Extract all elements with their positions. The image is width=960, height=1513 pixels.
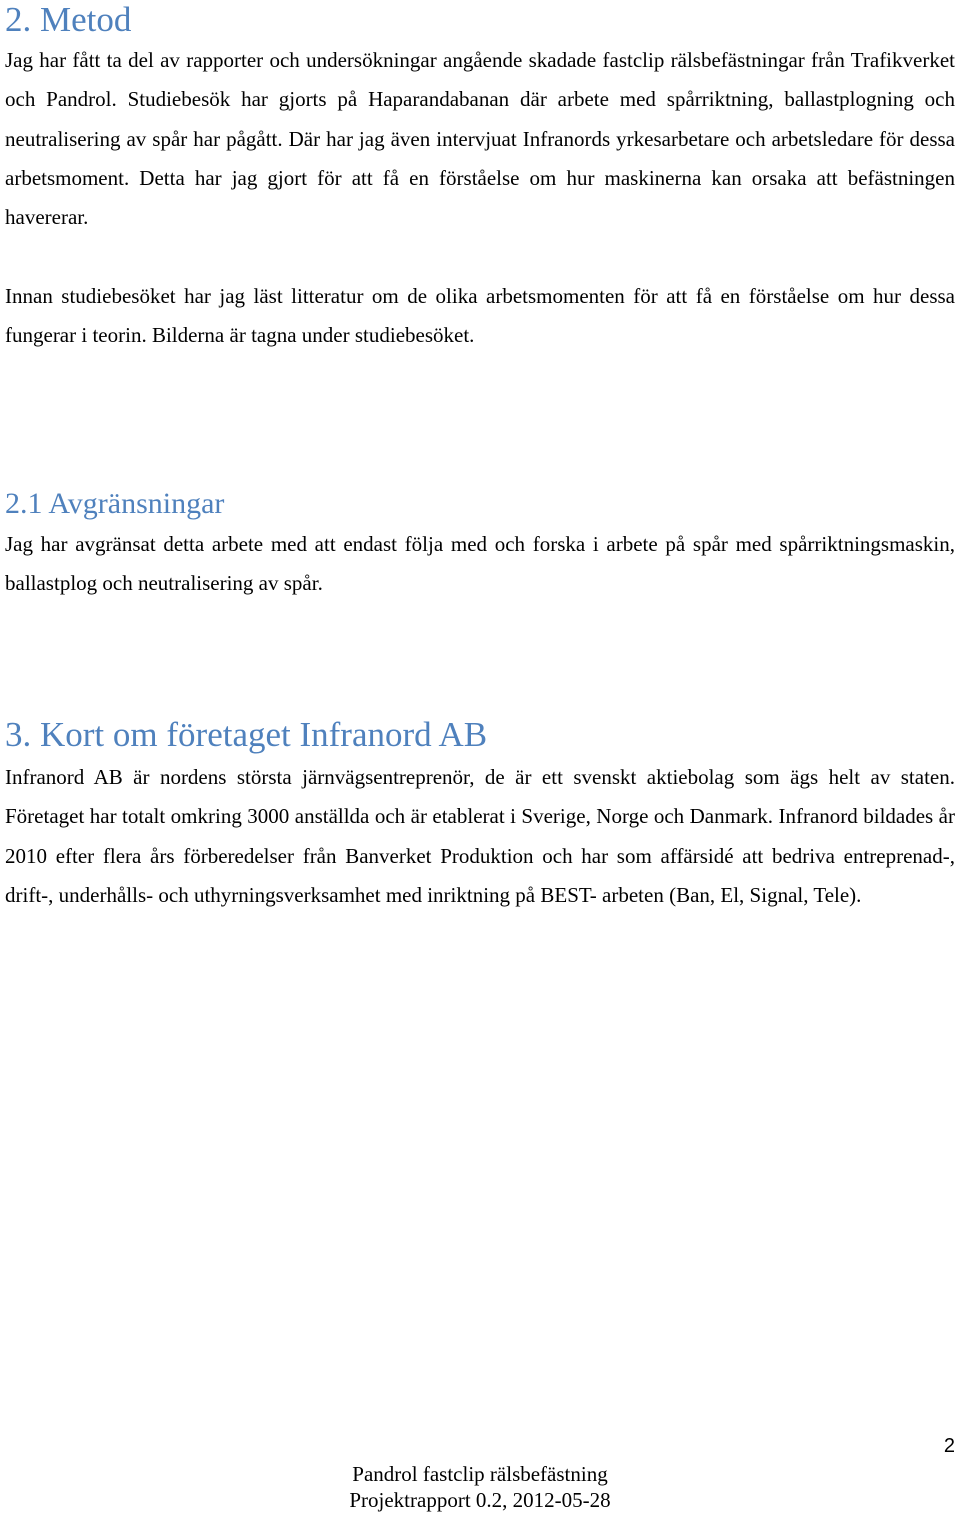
paragraph-metod-1: Jag har fått ta del av rapporter och undersökningar angående skadade fastclip rälsbefästningar från Trafikverket och Pandrol. Studiebesök har gjorts på Haparandabanan där arbete med spårriktning, ballastplogning och neutralisering av spår har pågått. Där har jag även intervjuat Infranords yrkesarbetare och arbetsledare för dessa arbetsmoment. Detta har jag gjort för att få en förståelse om hur maskinerna kan orsaka att befästningen havererar.	[5, 48, 955, 230]
footer-title: Pandrol fastclip rälsbefästning	[352, 1462, 608, 1486]
section-heading-avgransningar: 2.1 Avgränsningar	[5, 487, 225, 520]
footer-report-info: Projektrapport 0.2, 2012-05-28	[349, 1488, 611, 1512]
page-number: 2	[943, 1435, 955, 1457]
section-heading-foretaget: 3. Kort om företaget Infranord AB	[5, 715, 488, 754]
paragraph-avgransningar: Jag har avgränsat detta arbete med att endast följa med och forska i arbete på spår med spårriktningsmaskin, ballastplog och neutralisering av spår.	[5, 532, 955, 596]
section-heading-metod: 2. Metod	[5, 0, 132, 39]
paragraph-foretaget: Infranord AB är nordens största järnvägsentreprenör, de är ett svenskt aktiebolag som ägs helt av staten. Företaget har totalt omkring 3000 anställda och är etablerat i Sverige, Norge och Danmark. Infranord bildades år 2010 efter flera års förberedelser från Banverket Produktion och har som affärsidé att bedriva entreprenad-, drift-, underhålls- och uthyrningsverksamhet med inriktning på BEST- arbeten (Ban, El, Signal, Tele).	[5, 765, 955, 907]
paragraph-metod-2: Innan studiebesöket har jag läst litteratur om de olika arbetsmomenten för att få en förståelse om hur dessa fungerar i teorin. Bilderna är tagna under studiebesöket.	[5, 284, 955, 348]
